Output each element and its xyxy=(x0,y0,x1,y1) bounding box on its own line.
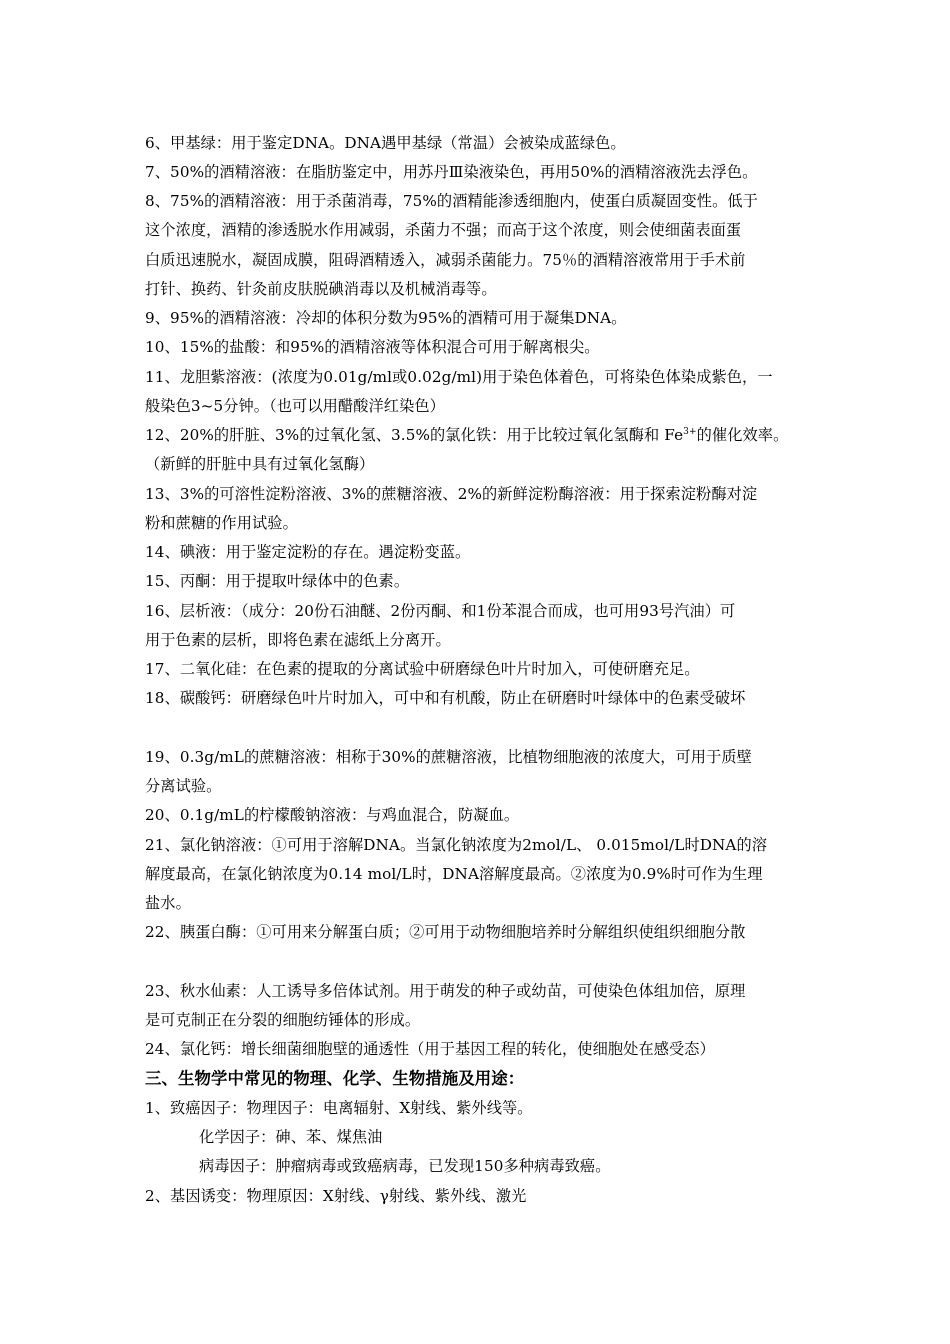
text-line: 15、丙酮：用于提取叶绿体中的色素。 xyxy=(145,572,410,590)
text-line: 11、龙胆紫溶液：(浓度为0.01g/ml或0.02g/ml)用于染色体着色，可将染色体染成紫色，一 xyxy=(145,368,773,386)
text-line: 21、氯化钠溶液：①可用于溶解DNA。当氯化钠浓度为2mol/L、 0.015mol/L时DNA的溶 xyxy=(145,836,768,854)
text-line: 盐水。 xyxy=(145,894,191,912)
text-line: 18、碳酸钙：研磨绿色叶片时加入，可中和有机酸，防止在研磨时叶绿体中的色素受破坏 xyxy=(145,689,746,707)
text-line: 19、0.3g/mL的蔗糖溶液：相称于30%的蔗糖溶液，比植物细胞液的浓度大，可用于质壁 xyxy=(145,748,752,766)
text-line: 化学因子：砷、苯、煤焦油 xyxy=(199,1128,383,1146)
text-line: 9、95%的酒精溶液：冷却的体积分数为95%的酒精可用于凝集DNA。 xyxy=(145,309,627,327)
text-line: 7、50%的酒精溶液：在脂肪鉴定中，用苏丹Ⅲ染液染色，再用50%的酒精溶液洗去浮色。 xyxy=(145,163,758,181)
text-line: 解度最高，在氯化钠浓度为0.14 mol/L时，DNA溶解度最高。②浓度为0.9%时可作为生理 xyxy=(145,865,763,883)
text-line: 病毒因子：肿瘤病毒或致癌病毒，已发现150多种病毒致癌。 xyxy=(199,1157,611,1175)
text-segment: 12、20%的肝脏、3%的过氧化氢、3.5%的氯化铁：用于比较过氧化氢酶和 Fe xyxy=(145,426,684,444)
section-heading: 三、生物学中常见的物理、化学、生物措施及用途： xyxy=(145,1069,525,1088)
text-line: 般染色3~5分钟。（也可以用醋酸洋红染色） xyxy=(145,397,445,415)
text-line: 是可克制正在分裂的细胞纺锤体的形成。 xyxy=(145,1011,421,1029)
text-line-fe xyxy=(145,425,815,445)
text-line: 1、致癌因子：物理因子：电离辐射、X射线、紫外线等。 xyxy=(145,1099,533,1117)
text-line: 20、0.1g/mL的柠檬酸钠溶液：与鸡血混合，防凝血。 xyxy=(145,806,520,824)
text-line: 24、氯化钙：增长细菌细胞壁的通透性（用于基因工程的转化，使细胞处在感受态） xyxy=(145,1040,715,1058)
text-line: （新鲜的肝脏中具有过氧化氢酶） xyxy=(145,455,375,473)
text-line: 6、甲基绿：用于鉴定DNA。DNA遇甲基绿（常温）会被染成蓝绿色。 xyxy=(145,134,626,152)
text-line: 2、基因诱变：物理原因：X射线、γ射线、紫外线、激光 xyxy=(145,1187,527,1205)
text-line: 分离试验。 xyxy=(145,777,222,795)
text-line: 粉和蔗糖的作用试验。 xyxy=(145,514,298,532)
text-line: 14、碘液：用于鉴定淀粉的存在。遇淀粉变蓝。 xyxy=(145,543,471,561)
text-line: 打针、换药、针灸前皮肤脱碘消毒以及机械消毒等。 xyxy=(145,280,497,298)
text-line: 17、二氧化硅：在色素的提取的分离试验中研磨绿色叶片时加入，可使研磨充足。 xyxy=(145,660,700,678)
text-line: 白质迅速脱水，凝固成膜，阻碍酒精透入，减弱杀菌能力。75％的酒精溶液常用于手术前 xyxy=(145,251,746,269)
text-line: 22、胰蛋白酶：①可用来分解蛋白质；②可用于动物细胞培养时分解组织使组织细胞分散 xyxy=(145,923,746,941)
text-line: 8、75%的酒精溶液：用于杀菌消毒，75%的酒精能渗透细胞内，使蛋白质凝固变性。低于 xyxy=(145,192,758,210)
text-line: 这个浓度，酒精的渗透脱水作用减弱，杀菌力不强；而高于这个浓度，则会使细菌表面蛋 xyxy=(145,221,742,239)
superscript: 3+ xyxy=(683,426,697,437)
text-line: 23、秋水仙素：人工诱导多倍体试剂。用于萌发的种子或幼苗，可使染色体组加倍，原理 xyxy=(145,982,746,1000)
text-segment: 的催化效率。 xyxy=(696,426,789,444)
text-line: 13、3%的可溶性淀粉溶液、3%的蔗糖溶液、2%的新鲜淀粉酶溶液：用于探索淀粉酶对淀 xyxy=(145,485,758,503)
text-line: 16、层析液：（成分：20份石油醚、2份丙酮、和1份苯混合而成，也可用93号汽油）可 xyxy=(145,602,736,620)
text-line: 10、15%的盐酸：和95%的酒精溶液等体积混合可用于解离根尖。 xyxy=(145,338,600,356)
text-line: 用于色素的层析，即将色素在滤纸上分离开。 xyxy=(145,631,451,649)
